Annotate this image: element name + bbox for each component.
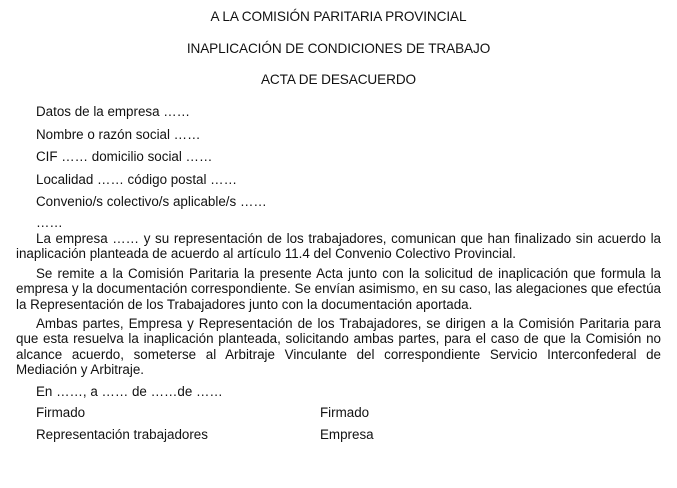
closing-section [0, 382, 677, 446]
body-paragraphs [0, 231, 677, 378]
signature-row-signed [36, 402, 677, 424]
signed-left: Firmado [36, 404, 86, 420]
field-company-name: Nombre o razón social …… [36, 126, 201, 142]
field-cif-address: CIF …… domicilio social …… [36, 149, 213, 165]
paragraph-disagreement: La empresa …… y su representación de los trabajadores, comunican que han finalizado sin acuerdo la inaplicación planteada de acuerdo al artículo 11.4 del Convenio Colectivo Provincial. [16, 230, 661, 262]
field-company-data: Datos de la empresa …… [36, 104, 191, 119]
heading-commission: A LA COMISIÓN PARITARIA PROVINCIAL [210, 9, 467, 24]
date-line: En ……, a …… de ……de …… [36, 383, 223, 399]
party-workers: Representación trabajadores [36, 426, 208, 442]
field-locality-postcode: Localidad …… código postal …… [36, 171, 237, 187]
paragraph-arbitration: Ambas partes, Empresa y Representación de los Trabajadores, se dirigen a la Comisión Paritaria para que esta resuelva la inaplicación planteada, solicitando ambas partes, para el caso de que la Comisión no alcance acuerdo, someterse al Arbitraje Vinculante del correspondiente Servicio Interconfederal de Mediación y Arbitraje. [16, 316, 661, 378]
field-ellipsis: …… [36, 214, 63, 230]
company-data-fields [0, 101, 677, 231]
heading-inapplication: INAPLICACIÓN DE CONDICIONES DE TRABAJO [186, 41, 491, 56]
signed-right: Firmado [320, 404, 370, 420]
paragraph-submission: Se remite a la Comisión Paritaria la presente Acta junto con la solicitud de inaplicación que formula la empresa y la documentación correspondiente. Se envían asimismo, en su caso, las alegaciones que efectúa la Representación de los Trabajadores junto con la documentación aportada. [16, 265, 661, 312]
field-collective-agreement: Convenio/s colectivo/s aplicable/s …… [36, 194, 267, 210]
heading-act: ACTA DE DESACUERDO [260, 72, 417, 87]
party-company: Empresa [320, 426, 374, 442]
signature-row-parties [36, 424, 677, 446]
